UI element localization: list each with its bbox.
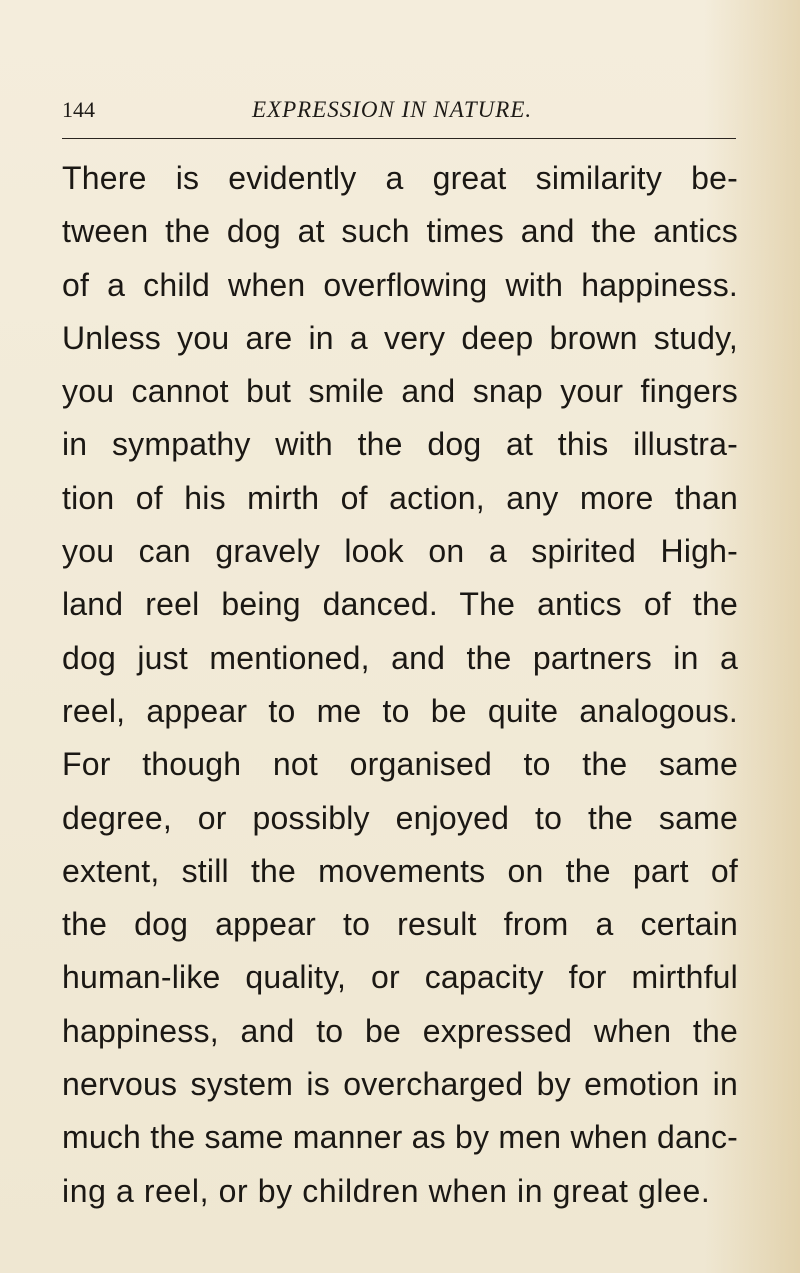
text-line: you cannot but smile and snap your fingers bbox=[62, 373, 738, 410]
text-line: much the same manner as by men when danc- bbox=[62, 1119, 738, 1156]
text-line: For though not organised to the same bbox=[62, 746, 738, 783]
text-line: land reel being danced. The antics of the bbox=[62, 586, 738, 623]
running-head: EXPRESSION IN NATURE. bbox=[252, 97, 533, 122]
page-header bbox=[62, 96, 736, 130]
text-line: happiness, and to be expressed when the bbox=[62, 1012, 738, 1049]
text-line: you can gravely look on a spirited High- bbox=[62, 533, 738, 570]
text-line: reel, appear to me to be quite analogous. bbox=[62, 692, 738, 729]
text-line: tween the dog at such times and the antics bbox=[62, 213, 738, 250]
header-rule bbox=[62, 138, 736, 139]
text-line: There is evidently a great similarity be- bbox=[62, 160, 738, 196]
text-line: Unless you are in a very deep brown study, bbox=[62, 319, 738, 356]
page-number: 144 bbox=[62, 97, 95, 122]
text-line: human-like quality, or capacity for mirthful bbox=[62, 959, 738, 996]
text-line-last: ing a reel, or by children when in great glee. bbox=[62, 1172, 711, 1209]
body-text bbox=[62, 152, 738, 1218]
text-line: of a child when overflowing with happiness. bbox=[62, 266, 738, 303]
text-line: dog just mentioned, and the partners in a bbox=[62, 639, 738, 676]
text-line: extent, still the movements on the part of bbox=[62, 852, 738, 889]
text-line: nervous system is overcharged by emotion in bbox=[62, 1066, 738, 1103]
text-line: degree, or possibly enjoyed to the same bbox=[62, 799, 738, 836]
text-line: the dog appear to result from a certain bbox=[62, 906, 738, 943]
text-line: in sympathy with the dog at this illustra- bbox=[62, 426, 738, 463]
text-line: tion of his mirth of action, any more than bbox=[62, 479, 738, 516]
